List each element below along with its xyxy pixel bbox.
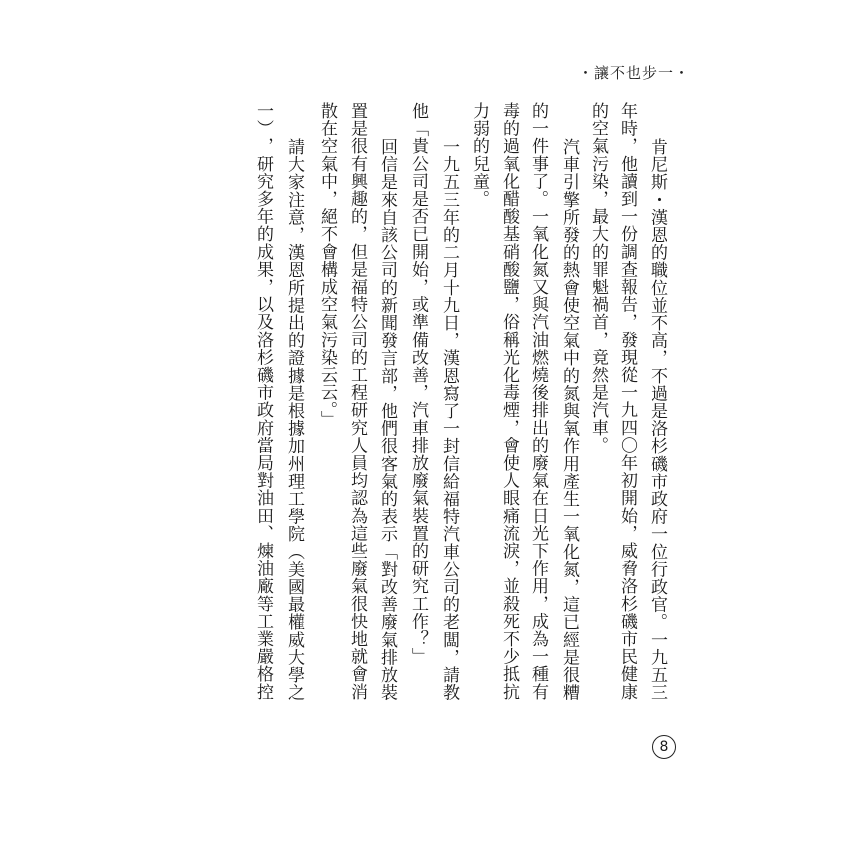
text-column: 請大家注意，漢恩所提出的證據是根據加州理工學院︵美國最權威大學之	[284, 138, 304, 702]
text-column: 他「貴公司是否已開始，或準備改善，汽車排放廢氣裝置的研究工作？」	[408, 102, 428, 666]
text-column: 毒的過氧化醋酸基硝酸鹽，俗稱光化毒煙，會使人眼痛流淚，並殺死不少抵抗	[499, 102, 519, 701]
page-number: 8	[652, 735, 676, 759]
text-column: 的一件事了。一氧化氮又與汽油燃燒後排出的廢氣在日光下作用，成為一種有	[528, 102, 548, 701]
text-column: 置是很有興趣的，但是福特公司的工程研究人員均認為這些廢氣很快地就會消	[347, 102, 367, 701]
text-column: 散在空氣中，絕不會構成空氣污染云云。」	[317, 102, 337, 428]
text-column: 汽車引擎所發的熱會使空氣中的氮與氧作用產生一氧化氮，這已經是很糟	[559, 138, 579, 702]
text-column: 回信是來自該公司的新聞發言部，他們很客氣的表示「對改善廢氣排放裝	[377, 138, 397, 702]
running-header: ・讓不也步一・	[578, 64, 691, 82]
text-column: 力弱的兒童。	[469, 102, 489, 208]
text-column: 的空氣污染，最大的罪魁禍首，竟然是汽車。	[588, 102, 608, 454]
text-column: 一九五三年的二月十九日，漢恩寫了一封信給福特汽車公司的老闆，請教	[439, 138, 459, 702]
text-column: 年時，他讀到一份調查報告，發現從一九四〇年初開始，威脅洛杉磯市民健康	[617, 102, 637, 701]
text-column: 肯尼斯・漢恩的職位並不高，不過是洛杉磯市政府一位行政官。一九五三	[647, 138, 667, 702]
text-column: 一︶，研究多年的成果，以及洛杉磯市政府當局對油田、煉油廠等工業嚴格控	[253, 102, 273, 701]
